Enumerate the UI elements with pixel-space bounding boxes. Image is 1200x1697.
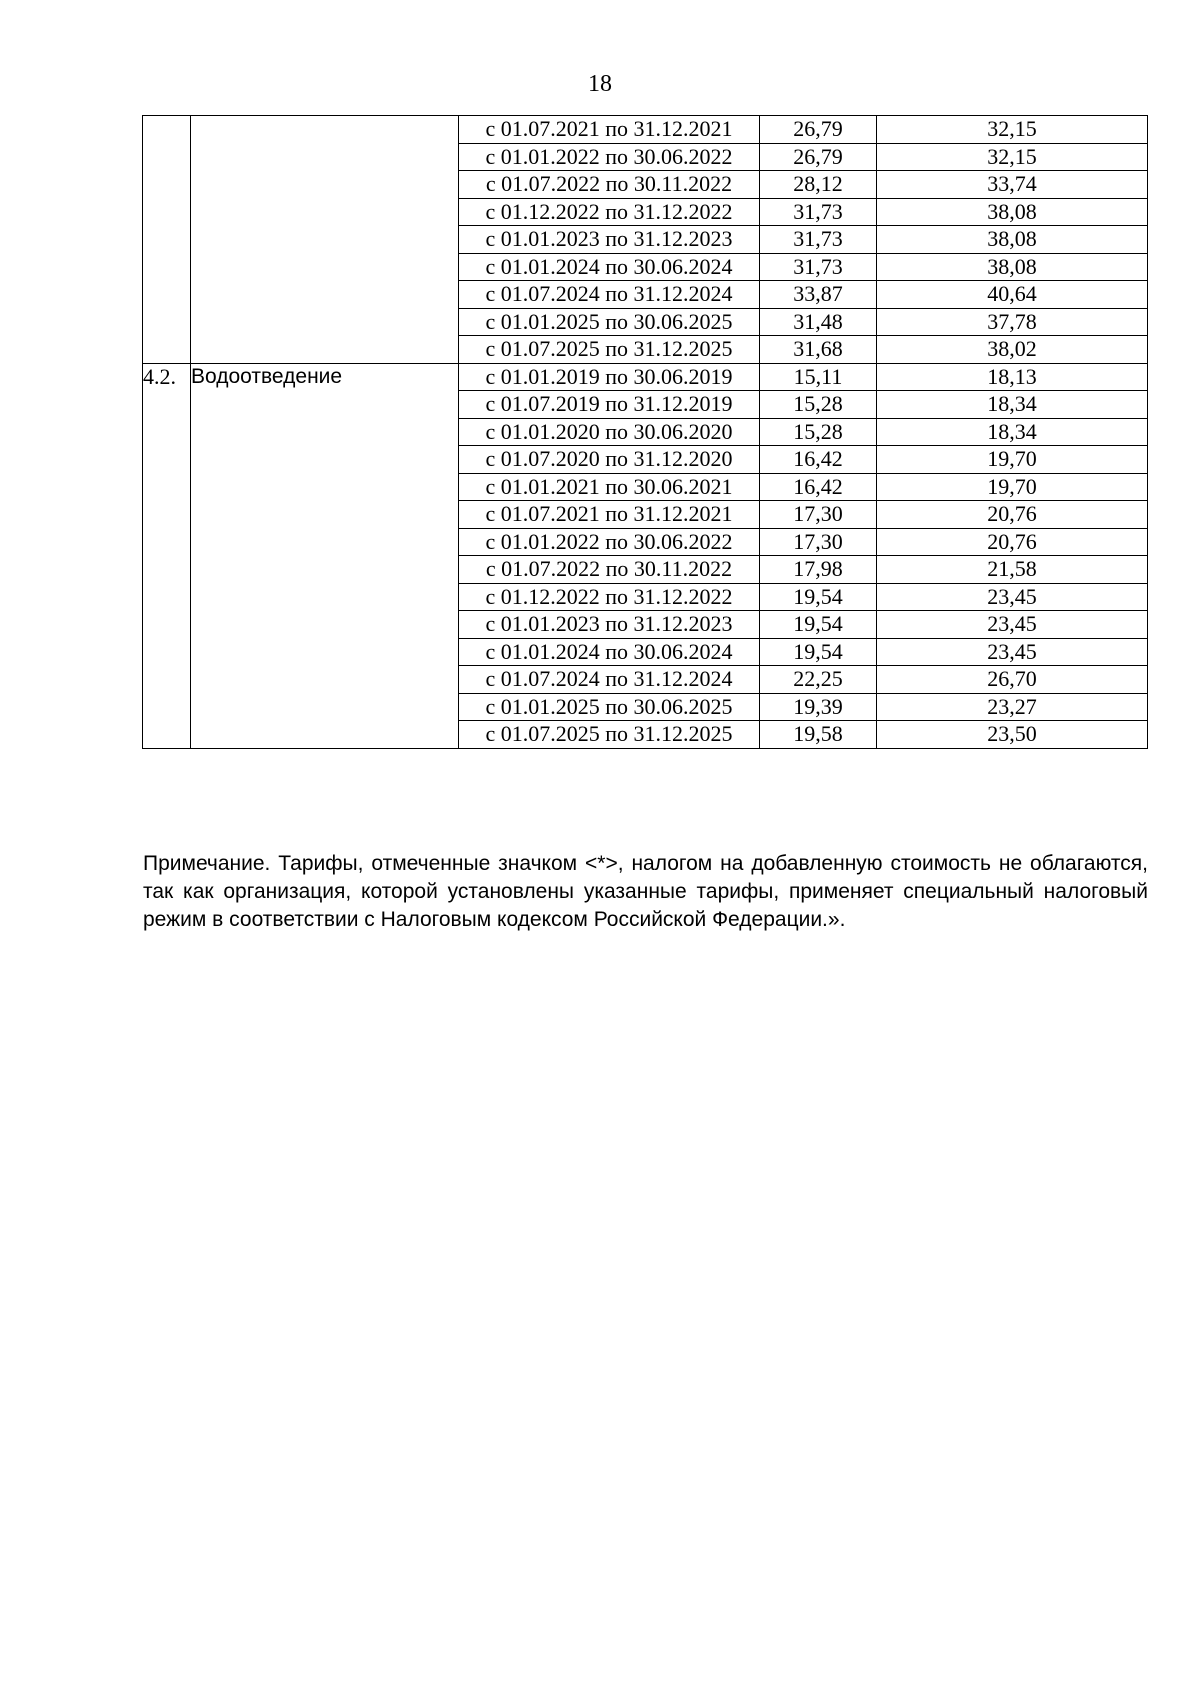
tariff-vat-value-cell: 32,15 [877,116,1148,144]
note-paragraph: Примечание. Тарифы, отмеченные значком <*>, налогом на добавленную стоимость не облагаются, так как организация, которой установлены указанные тарифы, применяет специальный налоговый режим в соответствии с Налоговым кодексом Российской Федерации.». [143,852,1148,931]
period-cell: с 01.07.2022 по 30.11.2022 [459,171,760,199]
tariff-vat-value-cell: 23,45 [877,583,1148,611]
period-cell: с 01.12.2022 по 31.12.2022 [459,583,760,611]
tariff-table [142,115,1148,749]
tariff-value-cell: 31,73 [760,198,877,226]
period-cell: с 01.01.2021 по 30.06.2021 [459,473,760,501]
period-cell: с 01.07.2024 по 31.12.2024 [459,666,760,694]
tariff-value-cell: 19,54 [760,611,877,639]
period-cell: с 01.07.2025 по 31.12.2025 [459,721,760,749]
period-cell: с 01.01.2025 по 30.06.2025 [459,693,760,721]
period-cell: с 01.07.2024 по 31.12.2024 [459,281,760,309]
tariff-vat-value-cell: 33,74 [877,171,1148,199]
tariff-value-cell: 17,30 [760,528,877,556]
tariff-value-cell: 33,87 [760,281,877,309]
period-cell: с 01.01.2023 по 31.12.2023 [459,611,760,639]
tariff-vat-value-cell: 40,64 [877,281,1148,309]
tariff-vat-value-cell: 18,34 [877,391,1148,419]
page-number: 18 [588,71,612,97]
tariff-value-cell: 19,54 [760,583,877,611]
tariff-vat-value-cell: 38,08 [877,253,1148,281]
tariff-vat-value-cell: 37,78 [877,308,1148,336]
tariff-vat-value-cell: 20,76 [877,501,1148,529]
item-name-cell: Водоотведение [191,363,459,748]
table-row [143,363,1148,391]
tariff-vat-value-cell: 23,45 [877,611,1148,639]
tariff-value-cell: 16,42 [760,446,877,474]
item-number-cell: 4.2. [143,363,191,748]
tariff-value-cell: 19,54 [760,638,877,666]
tariff-value-cell: 31,73 [760,226,877,254]
tariff-value-cell: 19,39 [760,693,877,721]
period-cell: с 01.07.2021 по 31.12.2021 [459,116,760,144]
tariff-vat-value-cell: 23,50 [877,721,1148,749]
tariff-vat-value-cell: 19,70 [877,446,1148,474]
tariff-vat-value-cell: 18,34 [877,418,1148,446]
tariff-vat-value-cell: 32,15 [877,143,1148,171]
tariff-vat-value-cell: 23,27 [877,693,1148,721]
tariff-value-cell: 17,30 [760,501,877,529]
tariff-value-cell: 16,42 [760,473,877,501]
tariff-vat-value-cell: 38,08 [877,198,1148,226]
tariff-value-cell: 19,58 [760,721,877,749]
item-number-cell [143,116,191,364]
period-cell: с 01.01.2023 по 31.12.2023 [459,226,760,254]
period-cell: с 01.07.2022 по 30.11.2022 [459,556,760,584]
tariff-value-cell: 31,73 [760,253,877,281]
tariff-value-cell: 26,79 [760,143,877,171]
tariff-vat-value-cell: 20,76 [877,528,1148,556]
table-row [143,116,1148,144]
tariff-value-cell: 26,79 [760,116,877,144]
period-cell: с 01.01.2022 по 30.06.2022 [459,528,760,556]
tariff-vat-value-cell: 26,70 [877,666,1148,694]
period-cell: с 01.01.2025 по 30.06.2025 [459,308,760,336]
period-cell: с 01.01.2024 по 30.06.2024 [459,253,760,281]
period-cell: с 01.01.2022 по 30.06.2022 [459,143,760,171]
tariff-vat-value-cell: 38,02 [877,336,1148,364]
tariff-vat-value-cell: 18,13 [877,363,1148,391]
tariff-value-cell: 31,68 [760,336,877,364]
period-cell: с 01.07.2019 по 31.12.2019 [459,391,760,419]
tariff-vat-value-cell: 19,70 [877,473,1148,501]
tariff-value-cell: 22,25 [760,666,877,694]
period-cell: с 01.01.2019 по 30.06.2019 [459,363,760,391]
tariff-vat-value-cell: 38,08 [877,226,1148,254]
period-cell: с 01.07.2025 по 31.12.2025 [459,336,760,364]
period-cell: с 01.12.2022 по 31.12.2022 [459,198,760,226]
period-cell: с 01.07.2021 по 31.12.2021 [459,501,760,529]
period-cell: с 01.01.2020 по 30.06.2020 [459,418,760,446]
period-cell: с 01.01.2024 по 30.06.2024 [459,638,760,666]
tariff-value-cell: 15,28 [760,418,877,446]
tariff-value-cell: 15,11 [760,363,877,391]
item-name-cell [191,116,459,364]
tariff-value-cell: 15,28 [760,391,877,419]
tariff-value-cell: 31,48 [760,308,877,336]
tariff-table-body [143,116,1148,749]
tariff-value-cell: 28,12 [760,171,877,199]
period-cell: с 01.07.2020 по 31.12.2020 [459,446,760,474]
tariff-vat-value-cell: 23,45 [877,638,1148,666]
tariff-value-cell: 17,98 [760,556,877,584]
tariff-vat-value-cell: 21,58 [877,556,1148,584]
